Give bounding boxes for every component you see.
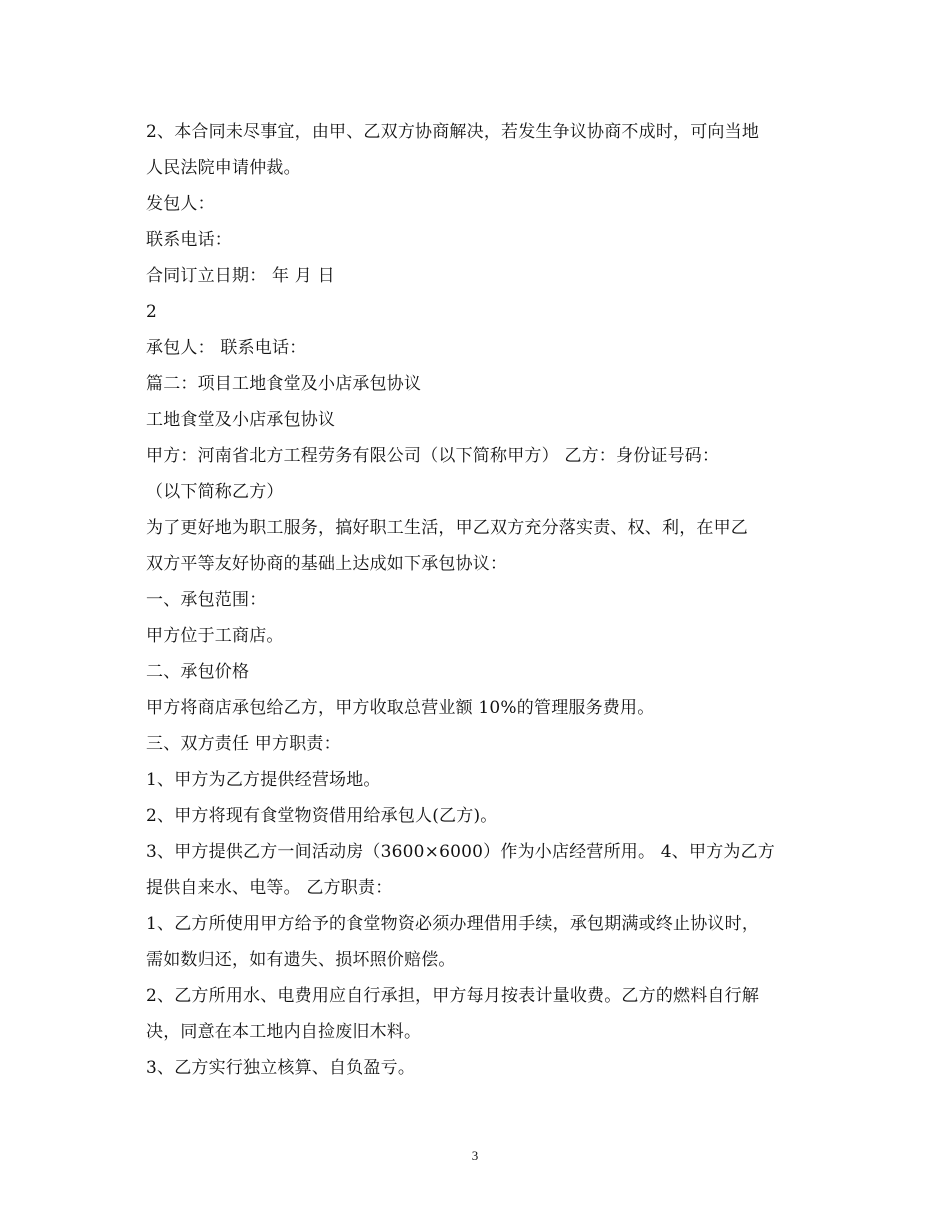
section-heading: 篇二：项目工地食堂及小店承包协议 xyxy=(146,374,422,394)
text-line: 联系电话： xyxy=(146,230,232,250)
clause-heading: 二、承包价格 xyxy=(146,662,250,682)
text-line: 2、本合同未尽事宜，由甲、乙双方协商解决，若发生争议协商不成时，可向当地 xyxy=(146,122,760,142)
text-line: 3、乙方实行独立核算、自负盈亏。 xyxy=(146,1058,416,1078)
text-line: 合同订立日期： 年 月 日 xyxy=(146,266,335,286)
text-line: 1、甲方为乙方提供经营场地。 xyxy=(146,770,381,790)
text-line: 甲方：河南省北方工程劳务有限公司（以下简称甲方） 乙方：身份证号码： xyxy=(146,446,720,466)
clause-heading: 一、承包范围： xyxy=(146,590,267,610)
text-line: 为了更好地为职工服务，搞好职工生活，甲乙双方充分落实责、权、利，在甲乙 xyxy=(146,518,748,538)
text-line: 1、乙方所使用甲方给予的食堂物资必须办理借用手续，承包期满或终止协议时， xyxy=(146,914,760,934)
page-marker: 2 xyxy=(146,302,158,322)
text-line: 双方平等友好协商的基础上达成如下承包协议： xyxy=(146,554,508,574)
text-line: 提供自来水、电等。 乙方职责： xyxy=(146,878,393,898)
text-line: 承包人： 联系电话： xyxy=(146,338,307,358)
page-number: 3 xyxy=(471,1148,479,1163)
text-line: 甲方将商店承包给乙方，甲方收取总营业额 10%的管理服务费用。 xyxy=(146,698,655,718)
text-line: 3、甲方提供乙方一间活动房（3600×6000）作为小店经营所用。 4、甲方为乙方 xyxy=(146,842,776,862)
text-line: 2、甲方将现有食堂物资借用给承包人(乙方)。 xyxy=(146,806,498,826)
agreement-title: 工地食堂及小店承包协议 xyxy=(146,410,336,430)
text-line: 人民法院申请仲裁。 xyxy=(146,158,301,178)
text-line: 决，同意在本工地内自捡废旧木料。 xyxy=(146,1022,422,1042)
text-line: 发包人： xyxy=(146,194,215,214)
clause-heading: 三、双方责任 甲方职责： xyxy=(146,734,341,754)
document-body xyxy=(146,114,826,1086)
text-line: 2、乙方所用水、电费用应自行承担，甲方每月按表计量收费。乙方的燃料自行解 xyxy=(146,986,760,1006)
text-line: （以下简称乙方） xyxy=(146,482,284,502)
text-line: 需如数归还，如有遗失、损坏照价赔偿。 xyxy=(146,950,456,970)
text-line: 甲方位于工商店。 xyxy=(146,626,284,646)
